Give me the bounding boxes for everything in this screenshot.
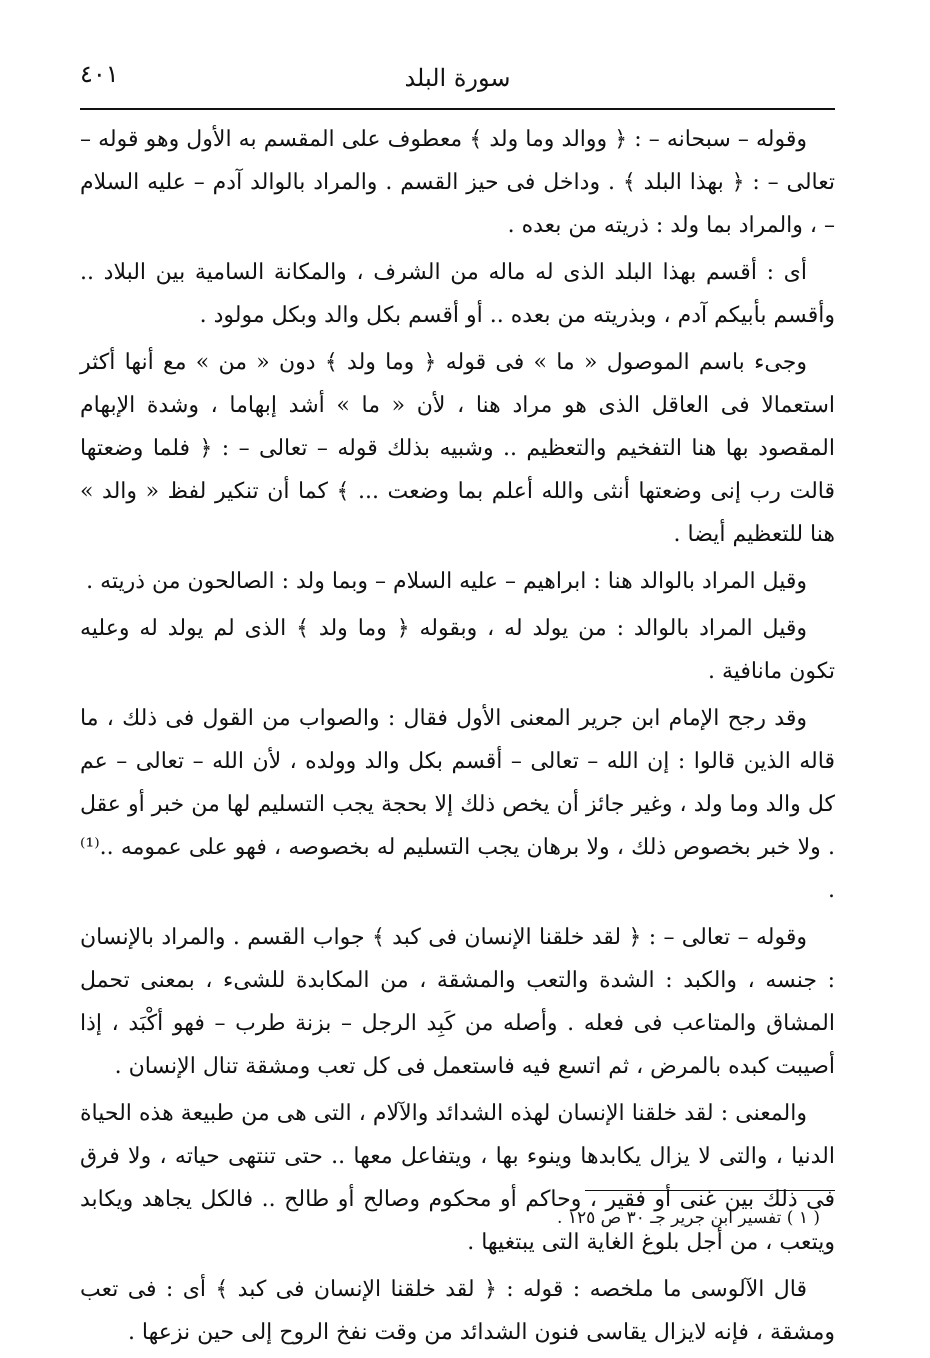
paragraph: وقيل المراد بالوالد : من يولد له ، وبقوله ﴿ وما ولد ﴾ الذى لم يولد له وعليه تكون مانافية .	[80, 616, 835, 684]
paragraph: قال الآلوسى ما ملخصه : قوله : ﴿ لقد خلقنا الإنسان فى كبد ﴾ أى : فى تعب ومشقة ، فإنه لايزال يقاسى فنون الشدائد من وقت نفخ الروح إلى حين نزعها .	[80, 1277, 835, 1345]
page-header	[80, 58, 835, 98]
paragraph: وقيل المراد بالوالد هنا : ابراهيم – عليه السلام – وبما ولد : الصالحون من ذريته .	[86, 569, 807, 594]
paragraph: والمعنى : لقد خلقنا الإنسان لهذه الشدائد والآلام ، التى هى من طبيعة هذه الحياة الدنيا ، والتى لا يزال يكابدها وينوء بها ، ويتفاعل معها .. حتى تنتهى حياته ، ولا فرق فى ذلك بين غنى أو فقير ، وحاكم أو محكوم وصالح أو طالح .. فالكل يجاهد ويكابد ويتعب ، من أجل بلوغ الغاية التى يبتغيها .	[80, 1101, 835, 1255]
page-number: ٤٠١	[80, 60, 119, 88]
header-divider	[80, 108, 835, 110]
paragraph: وجىء باسم الموصول « ما » فى قوله ﴿ وما ولد ﴾ دون « من » مع أنها أكثر استعمالا فى العاقل الذى هو مراد هنا ، لأن « ما » أشد إبهاما ، وشدة الإبهام المقصود بها هنا التفخيم والتعظيم .. وشبيه بذلك قوله – تعالى – : ﴿ فلما وضعتها قالت رب إنى وضعتها أنثى والله أعلم بما وضعت ... ﴾ كما أن تنكير لفظ « والد » هنا للتعظيم أيضا .	[80, 350, 835, 547]
footnote-divider	[585, 1190, 835, 1191]
paragraph: أى : أقسم بهذا البلد الذى له ماله من الشرف ، والمكانة السامية بين البلاد .. وأقسم بأبيكم آدم ، وبذريته من بعده .. أو أقسم بكل والد وبكل مولود .	[80, 260, 835, 328]
body-text	[80, 118, 835, 1358]
paragraph: وقوله – سبحانه – : ﴿ ووالد وما ولد ﴾ معطوف على المقسم به الأول وهو قوله – تعالى – : ﴿ بهذا البلد ﴾ . وداخل فى حيز القسم . والمراد بالوالد آدم – عليه السلام – ، والمراد بما ولد : ذريته من بعده .	[80, 127, 835, 238]
running-title: سورة البلد	[404, 64, 511, 92]
footnote: ( ١ ) تفسير ابن جرير جـ ٣٠ ص ١٢٥ .	[557, 1208, 820, 1228]
paragraph: وقد رجح الإمام ابن جرير المعنى الأول فقال : والصواب من القول فى ذلك ، ما قاله الذين قالوا : إن الله – تعالى – أقسم بكل والد وولده ، لأن الله – تعالى – عم كل والد وما ولد ، وغير جائز أن يخص ذلك إلا بحجة يجب التسليم لها من خبر أو عقل . ولا خبر بخصوص ذلك ، ولا برهان يجب التسليم له بخصوصه ، فهو على عمومه ..⁽¹⁾ .	[80, 706, 835, 903]
paragraph: وقوله – تعالى – : ﴿ لقد خلقنا الإنسان فى كبد ﴾ جواب القسم . والمراد بالإنسان : جنسه ، والكبد : الشدة والتعب والمشقة ، من المكابدة للشىء ، بمعنى تحمل المشاق والمتاعب فى فعله . وأصله من كَبِد الرجل – بزنة طرب – فهو أكْبَد ، إذا أصيبت كبده بالمرض ، ثم اتسع فيه فاستعمل فى كل تعب ومشقة تنال الإنسان .	[80, 925, 835, 1079]
